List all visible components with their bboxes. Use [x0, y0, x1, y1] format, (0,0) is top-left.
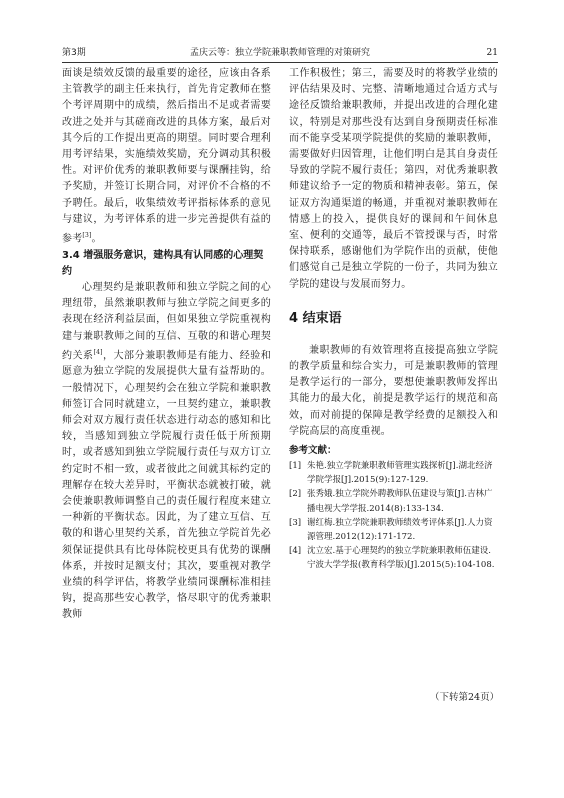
reference-text: 谢红梅.独立学院兼职教师绩效考评体系[J].人力资源管理.2012(12):171-172.: [307, 517, 493, 543]
reference-text: 张秀娥.独立学院外聘教师队伍建设与策[J].吉林广播电视大学学报.2014(8):133-134.: [307, 489, 493, 514]
paragraph: 工作积极性；第三，需要及时的将教学业绩的评估结果及时、完整、清晰地通过合适方式与途径反馈给兼职教师，并提出改进的合理化建议，特别是对那些没有达到自身预期责任标准而不能享受某项学院提供的奖励的兼职教师，需要做好归因管理，让他们明白是其自身责任导致的学院不履行责任；第四，对优秀兼职教师建议给予一定的物质和精神表彰。第五，保证双方沟通渠道的畅通，并重视对兼职教师在情感上的投入，提供良好的课间和午间休息室、便利的交通等，最后不管授课与否，时常保持联系，感谢他们为学院作出的贡献，使他们感觉自己是独立学院的一份子，共同为独立学院的建设与发展而努力。: [289, 68, 498, 290]
header-rule: [62, 62, 498, 63]
reference-list: [289, 459, 498, 573]
right-column: [289, 66, 498, 573]
running-title: 孟庆云等：独立学院兼职教师管理的对策研究: [189, 48, 370, 58]
reference-item: [289, 459, 498, 487]
left-column: [62, 66, 271, 624]
issue-label: 第3期: [62, 48, 86, 58]
continued-note: （下转第24页）: [430, 692, 500, 703]
reference-number: [4]: [289, 546, 302, 557]
paragraph: 兼职教师的有效管理将直接提高独立学院的教学质量和综合实力，可是兼职教师的管理是教学运行的一部分，要想使兼职教师发挥出其能力的最大化，前提是教学运行的规范和高效，而对前提的保障是教学经费的足额投入和学院高层的高度重视。: [289, 344, 498, 437]
reference-item: [289, 487, 498, 515]
paragraph: [62, 66, 271, 248]
reference-item: [289, 516, 498, 544]
reference-text: 沈立宏.基于心理契约的独立学院兼职教师伍建设.宁波大学学报(教育科学版)[J].2015(5):104-108.: [307, 546, 495, 571]
page-number: 21: [486, 48, 498, 58]
section-heading-3-4: 3.4 增强服务意识，建构具有认同感的心理契约: [62, 249, 264, 277]
citation: [3]: [82, 232, 92, 240]
reference-item: [289, 544, 498, 572]
reference-number: [3]: [289, 517, 302, 528]
paragraph-text: ，大部分兼职教师是有能力、经验和愿意为独立学院的发展提供大量有益帮助的。一般情况下，心理契约会在独立学院和兼职教师签订合同时就建立，一旦契约建立，兼职教师会对双方履行责任状态进行动态的感知和比较，当感知到独立学院履行责任低于所预期时，或者感知到独立学院履行责任与双方订立约定时不相一致，或者彼此之间就其标约定的理解存在较大差异时，平衡状态就被打破，就会使兼职教师调整自己的责任履行程度来建立一种新的平衡状态。因此，为了建立互信、互敬的和谐心里契约关系，首先独立学院首先必须保证提供具有比母体院校更具有优势的课酬体系，并按时足额支付；其次，要重视对教学业绩的科学评估，将教学业绩同课酬标准相挂钩，提高那些安心教学，恪尽职守的优秀兼职教师: [62, 350, 271, 621]
reference-text: 朱艳.独立学院兼职教师管理实践探析[J].湖北经济学院学报[J].2015(9):127-129.: [307, 461, 493, 486]
page-header: [62, 45, 498, 61]
paragraph: [62, 280, 271, 624]
paragraph-text: 。: [91, 233, 102, 245]
section-heading-4: 4 结束语: [289, 310, 342, 326]
reference-number: [2]: [289, 489, 302, 500]
paragraph-text: 心理契约是兼职教师和独立学院之间的心理纽带，虽然兼职教师与独立学院之间更多的表现在经济利益层面，但如果独立学院重视构建与兼职教师之间的互信、互敬的和谐心理契约关系: [62, 281, 271, 362]
citation: [4]: [93, 348, 103, 356]
paragraph-text: 面谈是绩效反馈的最重要的途径，应该由各系主管教学的副主任来执行，首先肯定教师在整个考评周期中的成绩，然后指出不足或者需要改进之处并与其磋商改进的具体方案，最后对其今后的工作提出更高的期望。同时要合理利用考评结果，实施绩效奖励，充分调动其积极性。对评价优秀的兼职教师要与课酬挂钩，给予奖励，并签订长期合同，对评价不合格的不予聘任。最后，收集绩效考评指标体系的意见与建议，为考评体系的进一步完善提供有益的参考: [62, 68, 271, 245]
references-title: 参考文献：: [289, 445, 337, 457]
reference-number: [1]: [289, 461, 302, 472]
